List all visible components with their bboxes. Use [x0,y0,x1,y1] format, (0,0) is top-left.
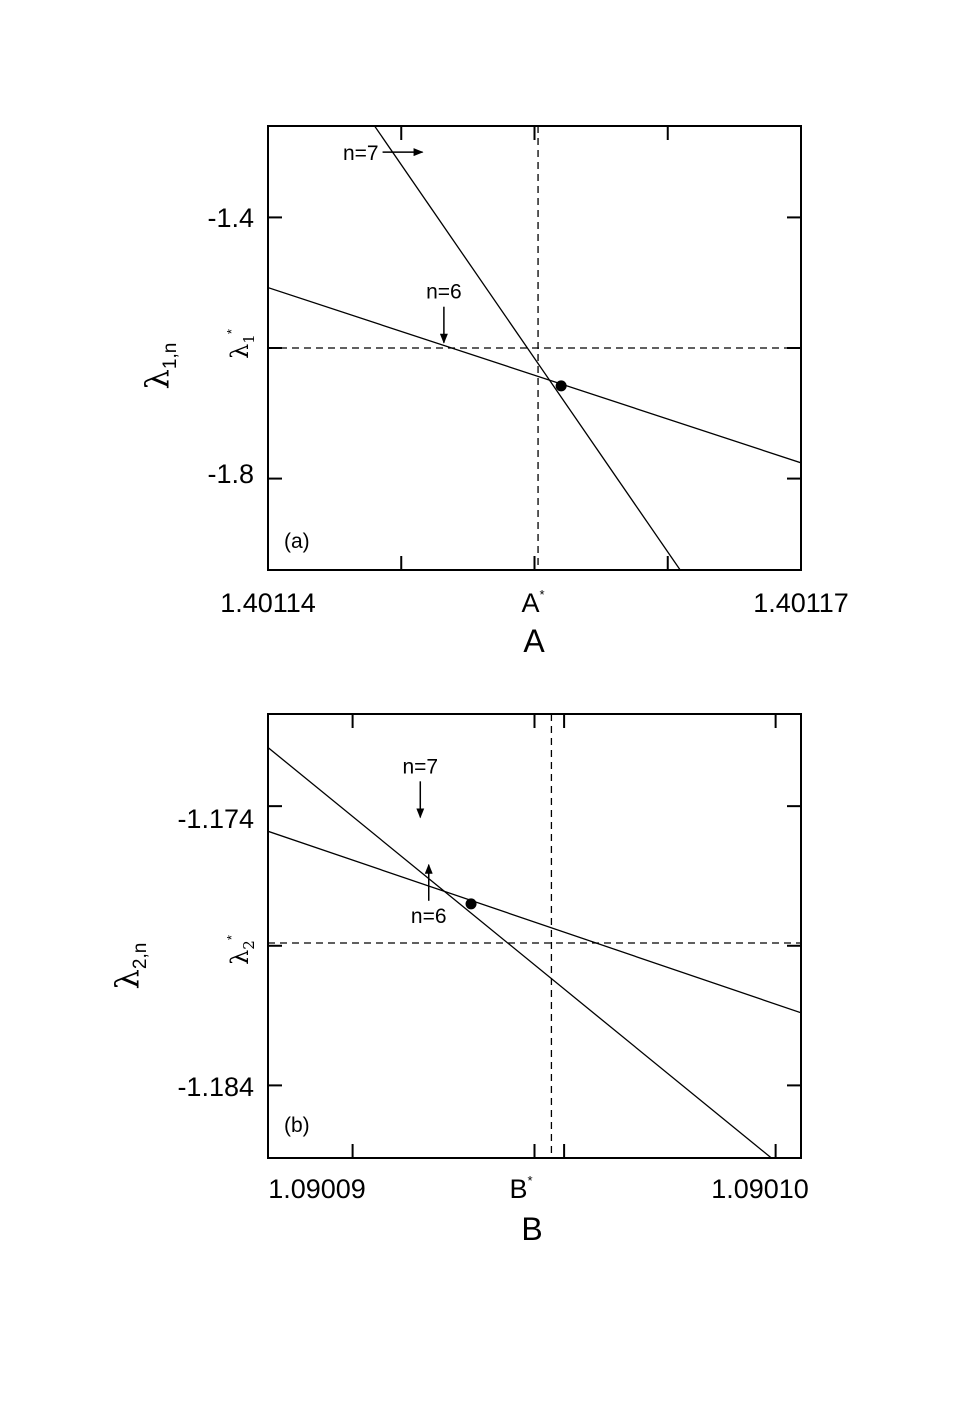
series-lines [268,748,801,1158]
y-tick-label: -1.4 [207,203,254,233]
y-tick-label: -1.174 [177,804,254,834]
intersection-markers [556,380,567,391]
reference-lines [268,714,801,1158]
y-axis-title: $\lambda_{1,n}$ [138,342,181,390]
x-tick-label: 1.40114 [220,588,316,618]
x-tick-labels [220,587,849,618]
x-tick-label: 1.09009 [268,1174,366,1204]
y-special-label: $\lambda_2^*$ [224,935,258,965]
annotation-label: n=6 [426,280,462,304]
series-line-n6 [268,288,801,463]
y-axis-title: $\lambda_{2,n}$ [108,942,151,990]
panel-label: (b) [284,1114,310,1137]
x-tick-label: 1.40117 [753,588,849,618]
panel-label: (a) [284,530,310,553]
reference-lines [268,126,801,570]
annotation-label: n=7 [402,755,439,779]
annotations [343,142,462,343]
x-tick-label: 1.09010 [711,1174,809,1204]
plot-frame [268,714,801,1158]
x-axis-title: A [523,623,545,659]
series-line-n6 [268,831,801,1013]
y-tick-label: -1.8 [207,459,254,489]
x-tick-labels [268,1173,809,1204]
x-axis-title: B [521,1211,543,1247]
annotation-label: n=7 [342,142,379,166]
annotations [402,755,446,927]
series-line-n7 [268,748,771,1158]
x-tick-label: B* [509,1173,533,1204]
chart-panel-a [138,126,849,659]
y-special-label: $\lambda_1^*$ [224,329,258,359]
annotation-label: n=6 [410,904,447,928]
x-tick-label: A* [521,587,545,618]
intersection-point [556,380,567,391]
axis-ticks [268,714,801,1158]
chart-panel-b [108,714,809,1247]
y-tick-label: -1.184 [177,1072,254,1102]
intersection-point [466,898,477,909]
intersection-markers [466,898,477,909]
